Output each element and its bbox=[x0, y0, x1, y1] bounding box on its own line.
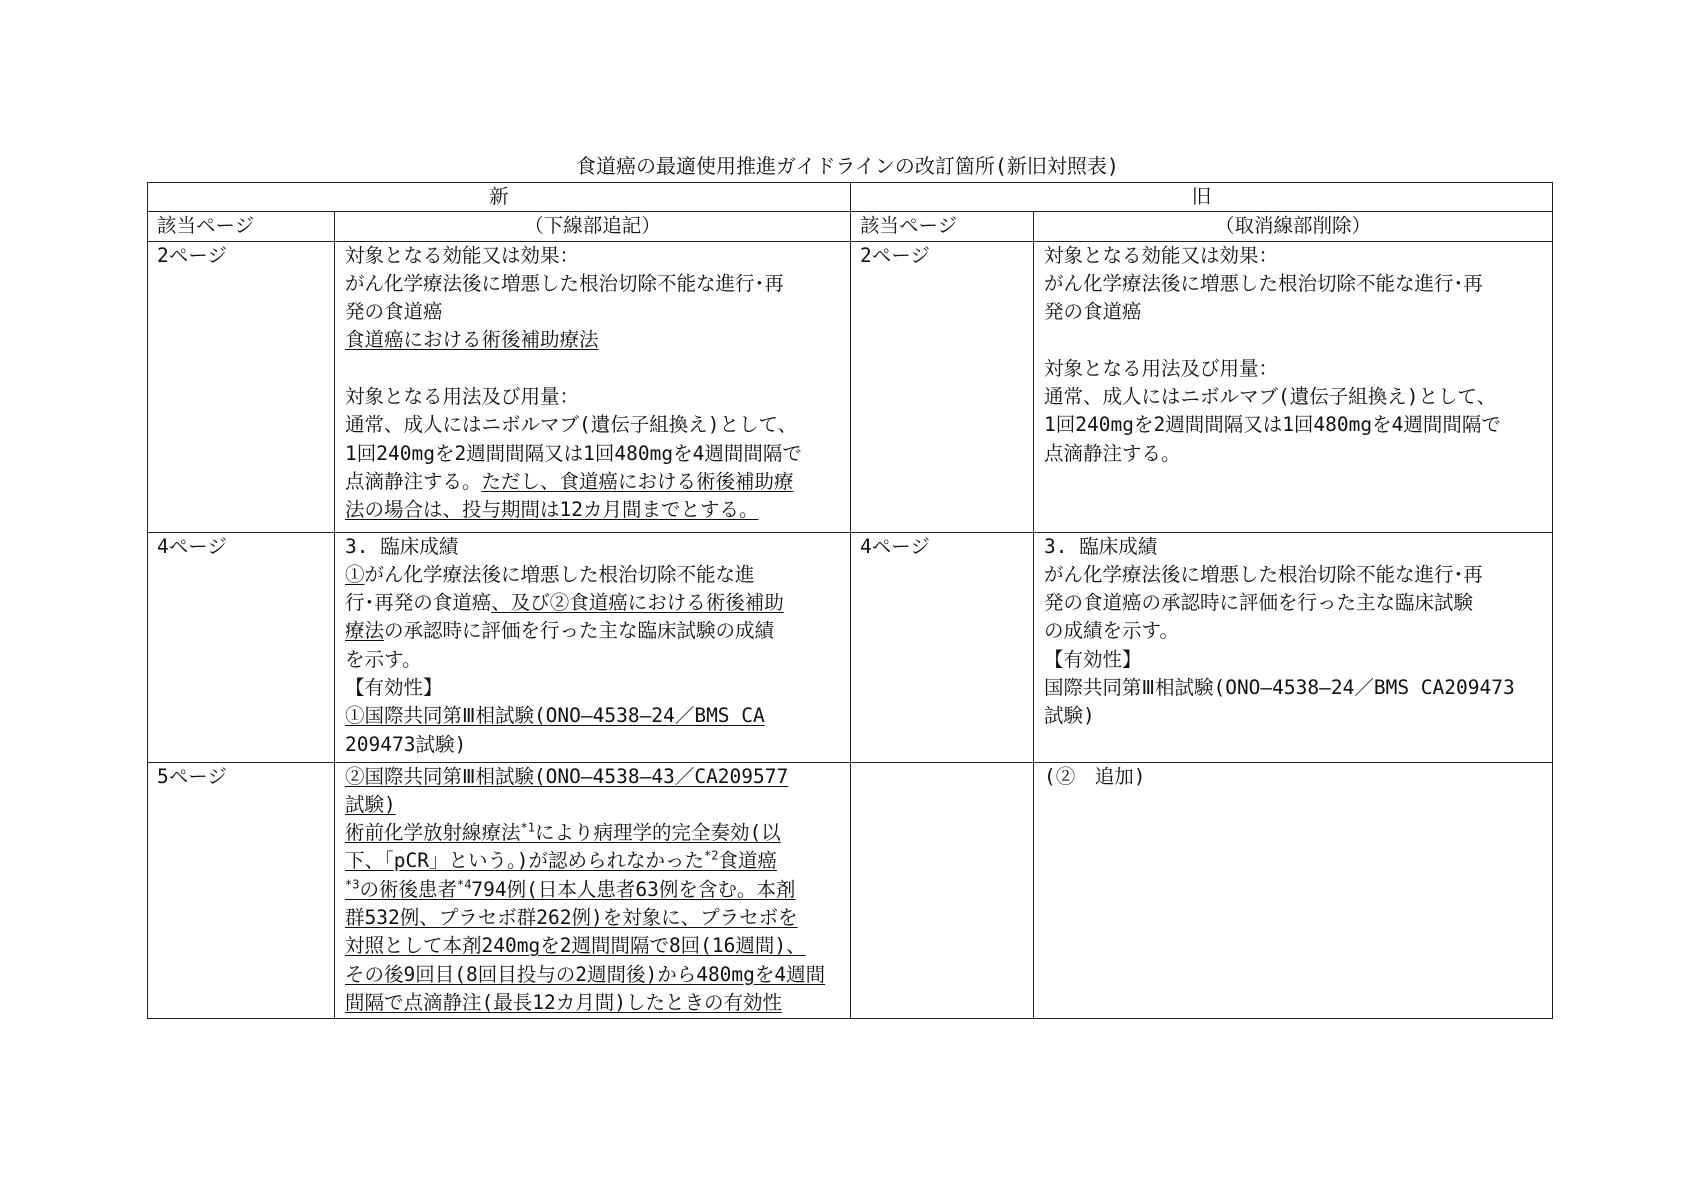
text-line: 試験) bbox=[1044, 704, 1095, 728]
footnote-marker: *1 bbox=[520, 820, 535, 835]
text-line: を示す。 bbox=[345, 647, 422, 671]
added-text: その後9回目(8回目投与の2週間後)から480mgを4週間 bbox=[345, 962, 826, 986]
added-text: の術後患者 bbox=[359, 877, 457, 901]
added-text: 対照として本剤240mgを2週間間隔で8回(16週間)、 bbox=[345, 934, 806, 958]
new-page-cell: 4ページ bbox=[148, 532, 335, 762]
added-text: ②国際共同第Ⅲ相試験(ONO―4538―43／CA209577 bbox=[345, 764, 789, 788]
old-page-cell bbox=[851, 762, 1034, 1018]
added-text: 食道癌 bbox=[718, 849, 777, 873]
text-line: 点滴静注する。 bbox=[1044, 441, 1181, 465]
text-line: 対象となる効能又は効果： bbox=[1044, 243, 1279, 267]
text-line: 通常、成人にはニボルマブ(遺伝子組換え)として、 bbox=[1044, 385, 1497, 409]
text-line: 発の食道癌 bbox=[1044, 300, 1142, 324]
text-segment: がん化学療法後に増悪した根治切除不能な進 bbox=[364, 562, 755, 586]
footnote-marker: *2 bbox=[703, 848, 719, 863]
added-text: 術前化学放射線療法 bbox=[345, 821, 521, 845]
added-text: 、及び②食道癌における術後補助 bbox=[491, 591, 784, 615]
text-line: 発の食道癌の承認時に評価を行った主な臨床試験 bbox=[1044, 591, 1474, 615]
added-text: 下、「pCR」という。)が認められなかった bbox=[345, 849, 704, 873]
table-row bbox=[148, 532, 1553, 762]
added-text: 試験) bbox=[345, 792, 396, 816]
text-line: (② 追加) bbox=[1044, 764, 1146, 788]
blank-line bbox=[1044, 326, 1543, 354]
header-page-old: 該当ページ bbox=[851, 212, 1034, 241]
text-line: 1回240mgを2週間間隔又は1回480mgを4週間間隔で bbox=[1044, 413, 1501, 437]
header-old: 旧 bbox=[851, 183, 1553, 212]
text-segment: の承認時に評価を行った主な臨床試験の成績 bbox=[384, 619, 775, 643]
added-text: 食道癌における術後補助療法 bbox=[345, 328, 599, 352]
text-line: がん化学療法後に増悪した根治切除不能な進行･再 bbox=[1044, 562, 1483, 586]
table-row bbox=[148, 241, 1553, 532]
text-segment: 行･再発の食道癌 bbox=[345, 591, 492, 615]
new-page-cell: 2ページ bbox=[148, 241, 335, 532]
added-text: ただし、食道癌における術後補助療 bbox=[481, 469, 794, 493]
header-page-new: 該当ページ bbox=[148, 212, 335, 241]
added-text: ① bbox=[345, 562, 365, 586]
table-header-row bbox=[148, 183, 1553, 212]
old-page-cell: 4ページ bbox=[851, 532, 1034, 762]
text-line: 3. 臨床成績 bbox=[345, 534, 459, 558]
header-new-note: （下線部追記） bbox=[335, 212, 851, 241]
footnote-marker: *3 bbox=[345, 877, 360, 892]
header-old-note: （取消線部削除） bbox=[1034, 212, 1553, 241]
new-content-cell bbox=[335, 532, 851, 762]
comparison-table bbox=[147, 182, 1553, 1019]
page-title: 食道癌の最適使用推進ガイドラインの改訂箇所(新旧対照表) bbox=[576, 154, 1119, 178]
text-line: 国際共同第Ⅲ相試験(ONO―4538―24／BMS CA209473 bbox=[1044, 676, 1515, 700]
footnote-marker: *4 bbox=[456, 877, 472, 892]
old-content-cell bbox=[1034, 241, 1553, 532]
text-line: 発の食道癌 bbox=[345, 300, 443, 324]
text-line: の成績を示す。 bbox=[1044, 619, 1179, 643]
text-line: 対象となる用法及び用量： bbox=[1044, 356, 1279, 380]
text-line: 【有効性】 bbox=[1044, 647, 1142, 671]
header-new: 新 bbox=[148, 183, 851, 212]
text-line: がん化学療法後に増悪した根治切除不能な進行･再 bbox=[1044, 271, 1483, 295]
added-text: 間隔で点滴静注(最長12カ月間)したときの有効性 bbox=[345, 990, 782, 1014]
old-content-cell bbox=[1034, 762, 1553, 1018]
blank-line bbox=[345, 355, 841, 383]
text-line: 1回240mgを2週間間隔又は1回480mgを4週間間隔で bbox=[345, 441, 802, 465]
text-line: 通常、成人にはニボルマブ(遺伝子組換え)として、 bbox=[345, 413, 798, 437]
added-text: により病理学的完全奏効(以 bbox=[534, 821, 781, 845]
text-line: 209473試験) bbox=[345, 732, 467, 756]
new-content-cell bbox=[335, 762, 851, 1018]
added-text: 群532例、プラセボ群262例)を対象に、プラセボを bbox=[345, 906, 798, 930]
text-line: 【有効性】 bbox=[345, 676, 443, 700]
text-line: 3. 臨床成績 bbox=[1044, 534, 1158, 558]
text-line: がん化学療法後に増悪した根治切除不能な進行･再 bbox=[345, 271, 784, 295]
added-text: 療法 bbox=[345, 619, 385, 643]
old-content-cell bbox=[1034, 532, 1553, 762]
added-text: 法の場合は、投与期間は12カ月間までとする。 bbox=[345, 498, 759, 522]
text-line: 対象となる用法及び用量： bbox=[345, 385, 580, 409]
added-text: ①国際共同第Ⅲ相試験(ONO―4538―24／BMS CA bbox=[345, 704, 765, 728]
new-page-cell: 5ページ bbox=[148, 762, 335, 1018]
old-page-cell: 2ページ bbox=[851, 241, 1034, 532]
text-line: 対象となる効能又は効果： bbox=[345, 243, 580, 267]
table-row bbox=[148, 762, 1553, 1018]
new-content-cell bbox=[335, 241, 851, 532]
text-segment: 点滴静注する。 bbox=[345, 469, 482, 493]
table-subheader-row bbox=[148, 212, 1553, 241]
added-text: 794例(日本人患者63例を含む。本剤 bbox=[471, 877, 796, 901]
